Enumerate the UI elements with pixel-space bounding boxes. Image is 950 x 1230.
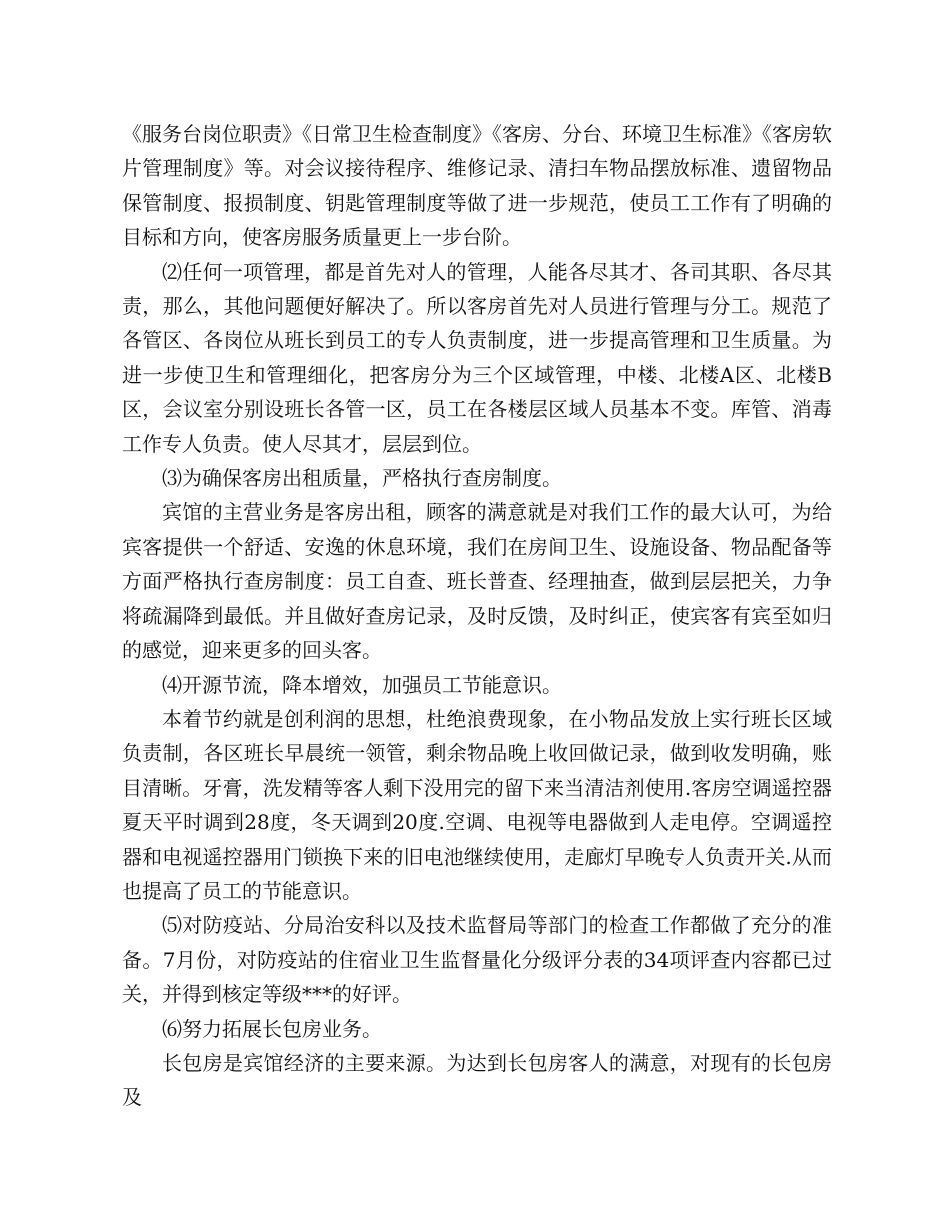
paragraph-item-5: ⑸对防疫站、分局治安科以及技术监督局等部门的检查工作都做了充分的准备。7月份，对防疫站的住宿业卫生监督量化分级评分表的34项评查内容都已过关，并得到核定等级***的好评。 [122,913,832,1007]
paragraph-item-6-body: 长包房是宾馆经济的主要来源。为达到长包房客人的满意，对现有的长包房及 [122,1050,832,1110]
document-body [122,117,832,1115]
paragraph-item-2: ⑵任何一项管理，都是首先对人的管理，人能各尽其才、各司其职、各尽其责，那么，其他问题便好解决了。所以客房首先对人员进行管理与分工。规范了各管区、各岗位从班长到员工的专人负责制度，进一步提高管理和卫生质量。为进一步使卫生和管理细化，把客房分为三个区域管理，中楼、北楼A区、北楼B区，会议室分别设班长各管一区，员工在各楼层区域人员基本不变。库管、消毒工作专人负责。使人尽其才，层层到位。 [122,259,832,456]
paragraph-item-3-body: 宾馆的主营业务是客房出租，顾客的满意就是对我们工作的最大认可，为给宾客提供一个舒适、安逸的休息环境，我们在房间卫生、设施设备、物品配备等方面严格执行查房制度：员工自查、班长普查、经理抽查，做到层层把关，力争将疏漏降到最低。并且做好查房记录，及时反馈，及时纠正，使宾客有宾至如归的感觉，迎来更多的回头客。 [122,500,832,663]
paragraph-rules-list: 《服务台岗位职责》《日常卫生检查制度》《客房、分台、环境卫生标准》《客房软片管理制度》等。对会议接待程序、维修记录、清扫车物品摆放标准、遗留物品保管制度、报损制度、钥匙管理制度等做了进一步规范，使员工工作有了明确的目标和方向，使客房服务质量更上一步台阶。 [122,122,832,250]
paragraph-item-6-heading: ⑹努力拓展长包房业务。 [162,1016,382,1041]
paragraph-item-4-body: 本着节约就是创利润的思想，杜绝浪费现象，在小物品发放上实行班长区域负责制，各区班长早晨统一领管，剩余物品晚上收回做记录，做到收发明确，账目清晰。牙膏，洗发精等客人剩下没用完的留下来当清洁剂使用.客房空调遥控器夏天平时调到28度，冬天调到20度.空调、电视等电器做到人走电停。空调遥控器和电视遥控器用门锁换下来的旧电池继续使用，走廊灯早晚专人负责开关.从而也提高了员工的节能意识。 [122,706,832,903]
paragraph-item-3-heading: ⑶为确保客房出租质量，严格执行查房制度。 [162,466,562,491]
paragraph-item-4-heading: ⑷开源节流，降本增效，加强员工节能意识。 [162,672,562,697]
